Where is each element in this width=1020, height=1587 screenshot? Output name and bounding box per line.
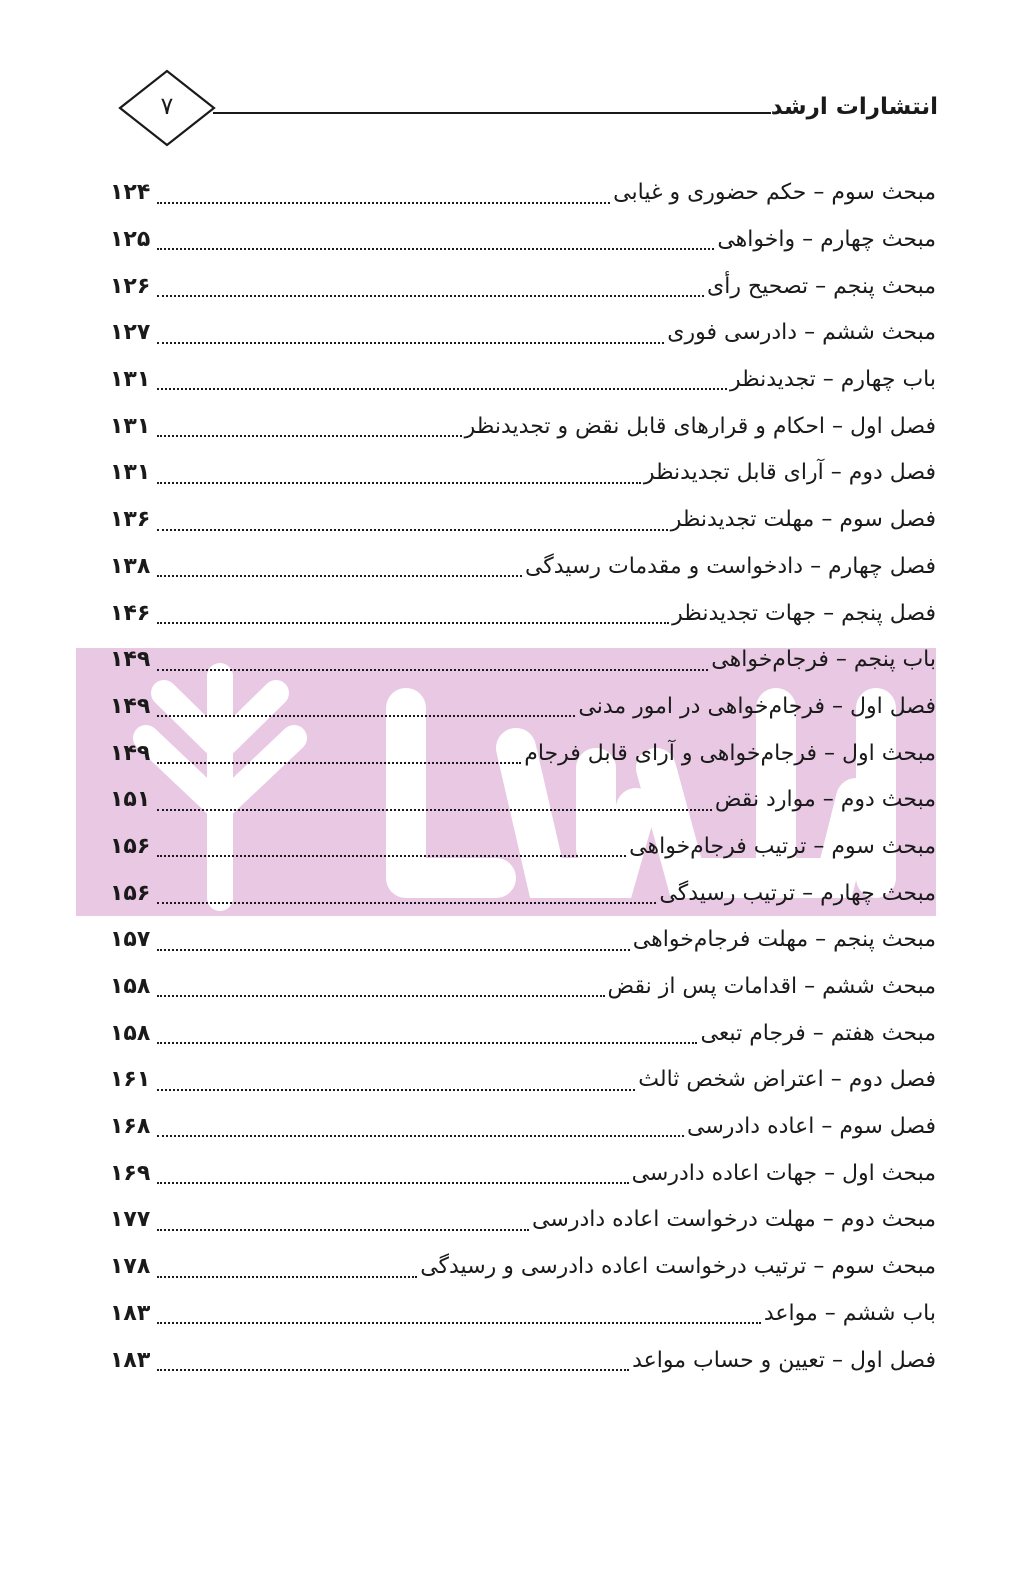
dot-leader bbox=[157, 1089, 635, 1091]
toc-entry-title: مبحث ششم – اقدامات پس از نقض bbox=[607, 974, 936, 1000]
toc-entry-title: فصل دوم – اعتراض شخص ثالث bbox=[638, 1067, 936, 1093]
toc-entry-title: مبحث سوم – حکم حضوری و غیابی bbox=[613, 180, 936, 206]
toc-entry bbox=[110, 357, 936, 404]
dot-leader bbox=[157, 482, 641, 484]
toc-entry-title: مبحث اول – فرجام‌خواهی و آرای قابل فرجام bbox=[524, 740, 936, 766]
toc-entry-page: ۱۶۱ bbox=[110, 1067, 151, 1093]
toc-entry-title: مبحث ششم – دادرسی فوری bbox=[667, 320, 936, 346]
page-number-badge bbox=[117, 68, 217, 148]
dot-leader bbox=[157, 435, 462, 437]
toc-entry-title: مبحث پنجم – تصحیح رأی bbox=[706, 273, 936, 299]
toc-entry bbox=[110, 497, 936, 544]
toc-entry-title: باب چهارم – تجدیدنظر bbox=[729, 367, 936, 393]
dot-leader bbox=[157, 762, 521, 764]
toc-entry-title: مبحث هفتم – فرجام تبعی bbox=[700, 1020, 936, 1046]
dot-leader bbox=[157, 1229, 529, 1231]
toc-entry-page: ۱۳۸ bbox=[110, 553, 151, 579]
toc-entry bbox=[110, 544, 936, 591]
toc-entry-page: ۱۴۹ bbox=[110, 647, 151, 673]
toc-entry bbox=[110, 217, 936, 264]
dot-leader bbox=[157, 202, 610, 204]
toc-entry-page: ۱۳۶ bbox=[110, 507, 151, 533]
toc-entry-page: ۱۵۸ bbox=[110, 1020, 151, 1046]
toc-entry-title: فصل سوم – اعاده دادرسی bbox=[686, 1114, 936, 1140]
dot-leader bbox=[157, 902, 656, 904]
dot-leader bbox=[157, 809, 712, 811]
toc-entry-title: مبحث دوم – مهلت درخواست اعاده دادرسی bbox=[532, 1207, 936, 1233]
toc-entry bbox=[110, 684, 936, 731]
toc-entry-page: ۱۵۸ bbox=[110, 974, 151, 1000]
toc-entry-title: مبحث دوم – موارد نقض bbox=[714, 787, 936, 813]
toc-entry bbox=[110, 1150, 936, 1197]
dot-leader bbox=[157, 388, 727, 390]
toc-entry-page: ۱۲۶ bbox=[110, 273, 151, 299]
toc-entry-page: ۱۳۱ bbox=[110, 413, 151, 439]
toc-entry-page: ۱۲۵ bbox=[110, 227, 151, 253]
toc-entry bbox=[110, 777, 936, 824]
toc-entry-title: مبحث سوم – ترتیب فرجام‌خواهی bbox=[629, 833, 936, 859]
dot-leader bbox=[157, 622, 669, 624]
toc-entry-title: فصل اول – تعیین و حساب مواعد bbox=[632, 1347, 936, 1373]
toc-entry bbox=[110, 917, 936, 964]
dot-leader bbox=[157, 575, 522, 577]
toc-entry-page: ۱۳۱ bbox=[110, 367, 151, 393]
toc-entry-title: فصل دوم – آرای قابل تجدیدنظر bbox=[643, 460, 936, 486]
toc-entry bbox=[110, 1010, 936, 1057]
toc-entry bbox=[110, 730, 936, 777]
toc-entry bbox=[110, 403, 936, 450]
toc-entry-page: ۱۶۸ bbox=[110, 1114, 151, 1140]
toc-entry-page: ۱۲۷ bbox=[110, 320, 151, 346]
toc-entry-page: ۱۷۸ bbox=[110, 1254, 151, 1280]
toc-entry bbox=[110, 170, 936, 217]
toc-entry-page: ۱۷۷ bbox=[110, 1207, 151, 1233]
toc-entry-page: ۱۵۱ bbox=[110, 787, 151, 813]
dot-leader bbox=[157, 1135, 684, 1137]
dot-leader bbox=[157, 295, 704, 297]
toc-entry-title: فصل پنجم – جهات تجدیدنظر bbox=[672, 600, 936, 626]
toc-entry-title: مبحث پنجم – مهلت فرجام‌خواهی bbox=[632, 927, 936, 953]
dot-leader bbox=[157, 529, 668, 531]
toc-entry bbox=[110, 1291, 936, 1338]
toc-entry bbox=[110, 1337, 936, 1384]
dot-leader bbox=[157, 1369, 629, 1371]
dot-leader bbox=[157, 715, 575, 717]
toc-entry bbox=[110, 1057, 936, 1104]
dot-leader bbox=[157, 1322, 761, 1324]
toc-entry-page: ۱۶۹ bbox=[110, 1160, 151, 1186]
toc-entry-title: مبحث چهارم – ترتیب رسیدگی bbox=[659, 880, 936, 906]
publisher-name: انتشارات ارشد bbox=[770, 94, 938, 120]
toc-entry bbox=[110, 450, 936, 497]
toc-entry bbox=[110, 1197, 936, 1244]
dot-leader bbox=[157, 855, 626, 857]
toc-entry-page: ۱۳۱ bbox=[110, 460, 151, 486]
toc-entry-title: فصل چهارم – دادخواست و مقدمات رسیدگی bbox=[524, 553, 936, 579]
toc-entry-title: فصل سوم – مهلت تجدیدنظر bbox=[670, 507, 936, 533]
toc-entry-title: مبحث چهارم – واخواهی bbox=[717, 227, 936, 253]
dot-leader bbox=[157, 669, 708, 671]
toc-entry-title: فصل اول – فرجام‌خواهی در امور مدنی bbox=[578, 693, 936, 719]
toc-entry-page: ۱۴۶ bbox=[110, 600, 151, 626]
toc-entry-title: مبحث اول – جهات اعاده دادرسی bbox=[631, 1160, 936, 1186]
dot-leader bbox=[157, 248, 714, 250]
table-of-contents bbox=[110, 170, 936, 1384]
toc-entry-page: ۱۵۷ bbox=[110, 927, 151, 953]
dot-leader bbox=[157, 949, 630, 951]
dot-leader bbox=[157, 1276, 417, 1278]
toc-entry bbox=[110, 263, 936, 310]
toc-entry-title: باب پنجم – فرجام‌خواهی bbox=[711, 647, 936, 673]
toc-entry bbox=[110, 590, 936, 637]
page-header bbox=[117, 68, 938, 148]
toc-entry-page: ۱۲۴ bbox=[110, 180, 151, 206]
toc-entry-title: باب ششم – مواعد bbox=[763, 1300, 936, 1326]
toc-entry-page: ۱۵۶ bbox=[110, 880, 151, 906]
toc-entry bbox=[110, 637, 936, 684]
toc-entry bbox=[110, 824, 936, 871]
toc-entry-title: فصل اول – احکام و قرارهای قابل نقض و تجدیدنظر bbox=[464, 413, 936, 439]
toc-entry-page: ۱۸۳ bbox=[110, 1300, 151, 1326]
dot-leader bbox=[157, 995, 605, 997]
toc-entry-page: ۱۸۳ bbox=[110, 1347, 151, 1373]
page-number: ۷ bbox=[160, 92, 174, 120]
toc-entry bbox=[110, 310, 936, 357]
toc-entry bbox=[110, 964, 936, 1011]
dot-leader bbox=[157, 1042, 697, 1044]
toc-entry-page: ۱۴۹ bbox=[110, 740, 151, 766]
toc-entry bbox=[110, 1104, 936, 1151]
toc-entry-page: ۱۵۶ bbox=[110, 833, 151, 859]
header-rule bbox=[213, 112, 771, 114]
dot-leader bbox=[157, 1182, 629, 1184]
toc-entry-page: ۱۴۹ bbox=[110, 693, 151, 719]
toc-entry-title: مبحث سوم – ترتیب درخواست اعاده دادرسی و رسیدگی bbox=[420, 1254, 936, 1280]
toc-entry bbox=[110, 1244, 936, 1291]
dot-leader bbox=[157, 342, 664, 344]
toc-entry bbox=[110, 870, 936, 917]
